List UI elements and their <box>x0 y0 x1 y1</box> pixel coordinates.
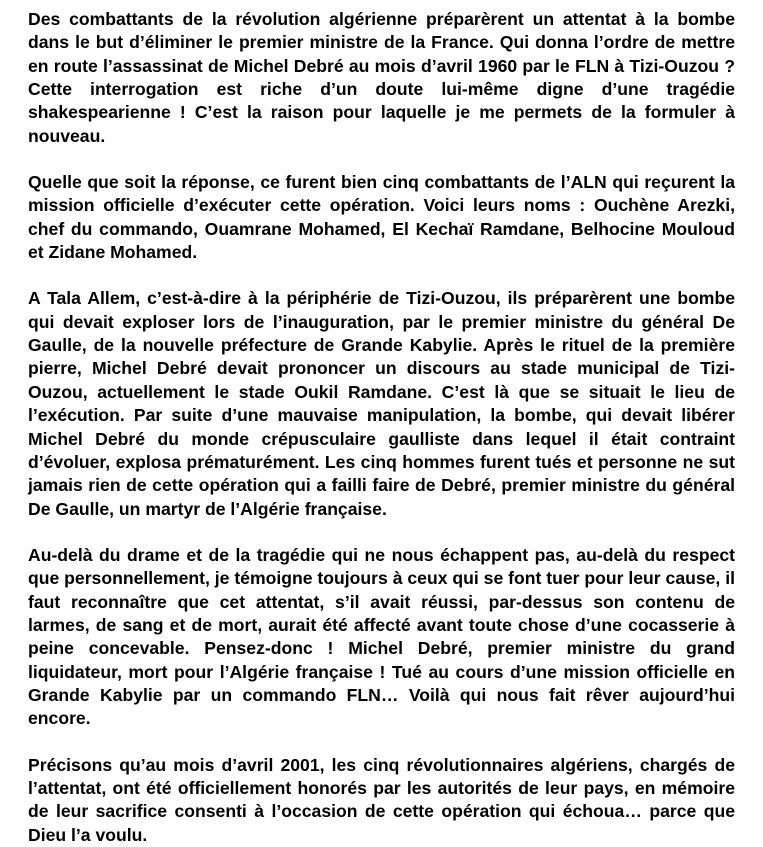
paragraph-3: A Tala Allem, c’est-à-dire à la périphérie de Tizi-Ouzou, ils préparèrent une bombe qui devait exploser lors de l’inauguration, par le premier ministre du général De Gaulle, de la nouvelle préfecture de Grande Kabylie. Après le rituel de la première pierre, Michel Debré devait prononcer un discours au stade municipal de Tizi-Ouzou, actuellement le stade Oukil Ramdane. C’est là que se situait le lieu de l’exécution. Par suite d’une mauvaise manipulation, la bombe, qui devait libérer Michel Debré du monde crépusculaire gaulliste dans lequel il était contraint d’évoluer, explosa prématurément. Les cinq hommes furent tués et personne ne sut jamais rien de cette opération qui a failli faire de Debré, premier ministre du général De Gaulle, un martyr de l’Algérie française. <box>28 288 735 519</box>
paragraph-2: Quelle que soit la réponse, ce furent bien cinq combattants de l’ALN qui reçurent la mission officielle d’exécuter cette opération. Voici leurs noms : Ouchène Arezki, chef du commando, Ouamrane Mohamed, El Kechaï Ramdane, Belhocine Mouloud et Zidane Mohamed. <box>28 172 735 263</box>
paragraph-5: Précisons qu’au mois d’avril 2001, les cinq révolutionnaires algériens, chargés de l’attentat, ont été officiellement honorés par les autorités de leur pays, en mémoire de leur sacrifice consenti à l’occasion de cette opération qui échoua… parce que Dieu l’a voulu. <box>28 754 735 845</box>
paragraph-1: Des combattants de la révolution algérienne préparèrent un attentat à la bombe dans le but d’éliminer le premier ministre de la France. Qui donna l’ordre de mettre en route l’assassinat de Michel Debré au mois d’avril 1960 par le FLN à Tizi-Ouzou ? Cette interrogation est riche d’un doute lui-même digne d’une tragédie shakespearienne ! C’est la raison pour laquelle je me permets de la formuler à nouveau. <box>28 9 735 146</box>
paragraph-4: Au-delà du drame et de la tragédie qui ne nous échappent pas, au-delà du respect que personnellement, je témoigne toujours à ceux qui se font tuer pour leur cause, il faut reconnaître que cet attentat, s’il avait réussi, par-dessus son contenu de larmes, de sang et de mort, aurait été affecté avant toute chose d’une cocasserie à peine concevable. Pensez-donc ! Michel Debré, premier ministre du grand liquidateur, mort pour l’Algérie française ! Tué au cours d’une mission officielle en Grande Kabylie par un commando FLN… Voilà qui nous fait rêver aujourd’hui encore. <box>28 544 735 729</box>
